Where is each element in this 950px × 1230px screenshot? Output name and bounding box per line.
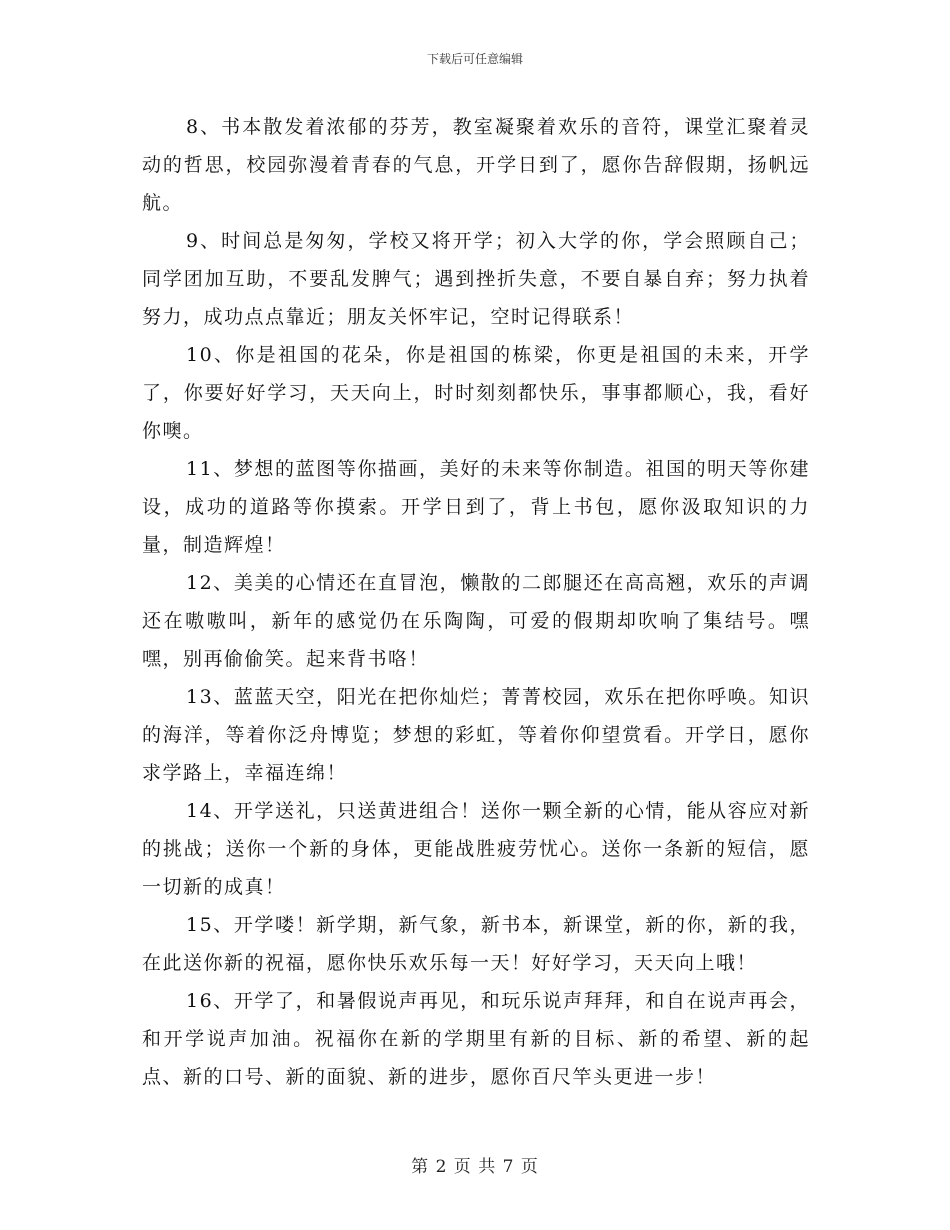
paragraph-12: 12、美美的心情还在直冒泡，懒散的二郎腿还在高高翘，欢乐的声调还在嗷嗷叫，新年的感觉仍在乐陶陶，可爱的假期却吹响了集结号。嘿嘿，别再偷偷笑。起来背书咯！ <box>142 572 810 670</box>
paragraph-8: 8、书本散发着浓郁的芬芳，教室凝聚着欢乐的音符，课堂汇聚着灵动的哲思，校园弥漫着青春的气息，开学日到了，愿你告辞假期，扬帆远航。 <box>142 116 810 214</box>
document-body <box>142 108 810 1096</box>
paragraph-9: 9、时间总是匆匆，学校又将开学；初入大学的你，学会照顾自己；同学团加互助，不要乱发脾气；遇到挫折失意，不要自暴自弃；努力执着努力，成功点点靠近；朋友关怀牢记，空时记得联系！ <box>142 230 810 328</box>
paragraph-11: 11、梦想的蓝图等你描画，美好的未来等你制造。祖国的明天等你建设，成功的道路等你摸索。开学日到了，背上书包，愿你汲取知识的力量，制造辉煌！ <box>142 458 810 556</box>
paragraph-10: 10、你是祖国的花朵，你是祖国的栋梁，你更是祖国的未来，开学了，你要好好学习，天天向上，时时刻刻都快乐，事事都顺心，我，看好你噢。 <box>142 344 810 442</box>
paragraph-14: 14、开学送礼，只送黄进组合！送你一颗全新的心情，能从容应对新的挑战；送你一个新的身体，更能战胜疲劳忧心。送你一条新的短信，愿一切新的成真！ <box>142 800 810 898</box>
paragraph-16: 16、开学了，和暑假说声再见，和玩乐说声拜拜，和自在说声再会，和开学说声加油。祝福你在新的学期里有新的目标、新的希望、新的起点、新的口号、新的面貌、新的进步，愿你百尺竿头更进一步！ <box>142 990 810 1088</box>
page-footer: 第 2 页 共 7 页 <box>411 1157 539 1177</box>
page-header: 下载后可任意编辑 <box>426 52 523 66</box>
paragraph-13: 13、蓝蓝天空，阳光在把你灿烂；菁菁校园，欢乐在把你呼唤。知识的海洋，等着你泛舟博览；梦想的彩虹，等着你仰望赏看。开学日，愿你求学路上，幸福连绵！ <box>142 686 810 784</box>
paragraph-15: 15、开学喽！新学期，新气象，新书本，新课堂，新的你，新的我，在此送你新的祝福，愿你快乐欢乐每一天！好好学习，天天向上哦！ <box>142 914 810 974</box>
